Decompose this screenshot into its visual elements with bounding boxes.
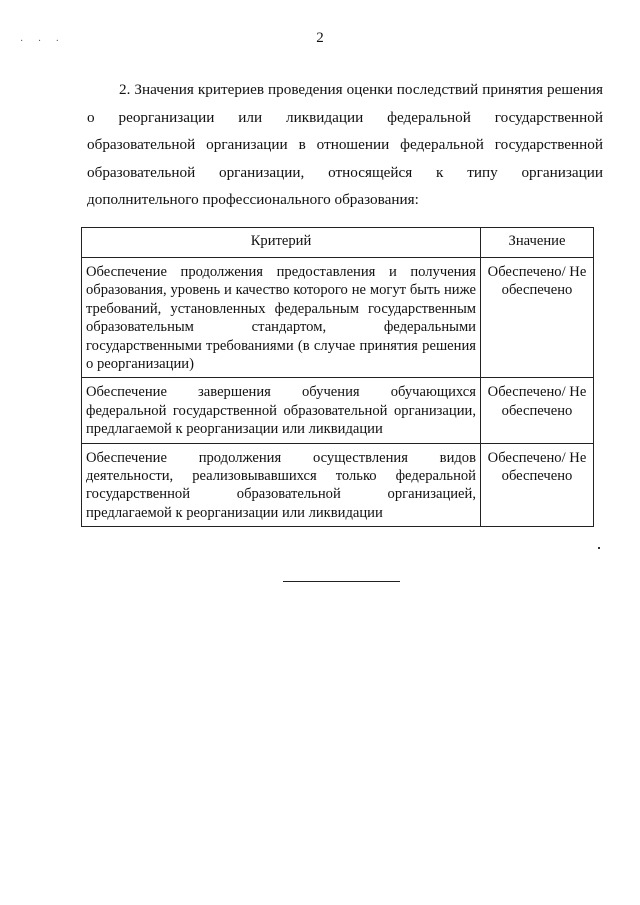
table-row	[82, 378, 594, 443]
scan-specks: · · ·	[20, 36, 65, 47]
table-header-row	[82, 228, 594, 258]
stray-dot	[598, 547, 600, 549]
value-cell: Обеспечено/ Не обеспечено	[481, 258, 594, 378]
closing-rule	[283, 581, 400, 582]
header-value: Значение	[481, 228, 594, 258]
table-row	[82, 258, 594, 378]
criterion-cell: Обеспечение продолжения осуществления видов деятельности, реализовывавшихся только федеральной государственной образовательной организацией, предлагаемой к реорганизации или ликвидации	[82, 443, 481, 527]
paragraph	[87, 76, 603, 214]
page-number: 2	[316, 30, 324, 46]
criterion-cell: Обеспечение завершения обучения обучающихся федеральной государственной образовательной организации, предлагаемой к реорганизации или ликвидации	[82, 378, 481, 443]
paragraph-text: 2. Значения критериев проведения оценки последствий принятия решения о реорганизации или ликвидации федеральной государственной образовательной организации в отношении федеральной государственной образовательной организации, относящейся к типу организации дополнительного профессионального образования:	[87, 81, 603, 208]
criterion-cell: Обеспечение продолжения предоставления и получения образования, уровень и качество которого не могут быть ниже требований, установленных федеральным государственным образовательным стандартом, федеральными государственными требованиями (в случае принятия решения о реорганизации)	[82, 258, 481, 378]
value-cell: Обеспечено/ Не обеспечено	[481, 443, 594, 527]
table-row	[82, 443, 594, 527]
criteria-table	[81, 227, 594, 527]
value-cell: Обеспечено/ Не обеспечено	[481, 378, 594, 443]
header-criterion: Критерий	[82, 228, 481, 258]
